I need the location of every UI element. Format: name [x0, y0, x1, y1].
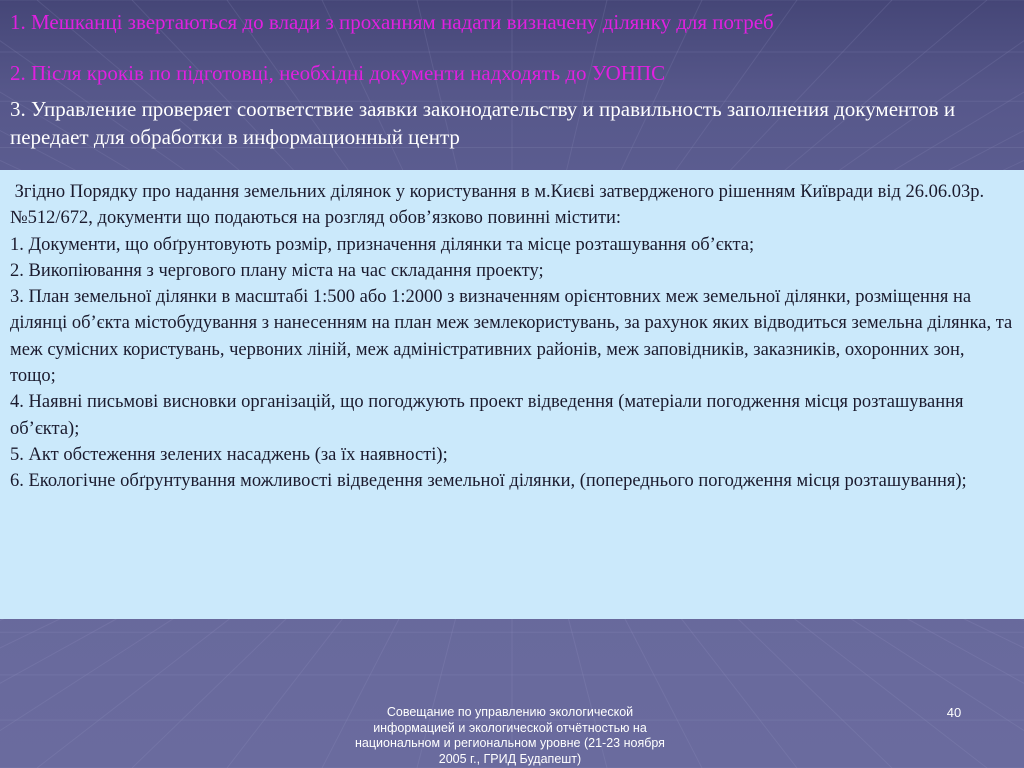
header-line-3: 3. Управление проверяет соответствие заявки законодательству и правильность заполнения документов и передает для обработки в информационный центр [10, 97, 956, 149]
footer-caption: Совещание по управлению экологической информацией и экологической отчётностью на национальном и региональном уровне (21-23 ноября 2005 г., ГРИД Будапешт) [355, 705, 665, 766]
page-number: 40 [946, 705, 962, 720]
requirements-text: Згідно Порядку про надання земельних ділянок у користування в м.Києві затвердженого рішенням Київради від 26.06.03р. №512/672, документи що подаються на розгляд обов’язково повинні містити: 1. Документи, що обґрунтовують розмір, призначення ділянки та місце розташування об’єкта; 2. Викопіювання з чергового плану міста на час складання проекту; 3. План земельної ділянки в масштабі 1:500 або 1:2000 з визначенням орієнтовних меж земельної ділянки, розміщення на ділянці об’єкта містобудування з нанесенням на план меж землекористувань, за рахунок яких відводиться земельна ділянка, та меж сумісних користувань, червоних ліній, меж адміністративних районів, меж заповідників, заказників, охоронних зон, тощо; 4. Наявні письмові висновки організацій, що погоджують проект відведення (матеріали погодження місця розташування об’єкта); 5. Акт обстеження зелених насаджень (за їх наявності); 6. Екологічне обґрунтування можливості відведення земельної ділянки, (попереднього погодження місця розташування); [10, 182, 1013, 492]
header-line-2: 2. Після кроків по підготовці, необхідні документи надходять до УОНПС [10, 61, 666, 85]
content-panel [0, 170, 1024, 619]
header-line-1: 1. Мешканці звертаються до влади з проханням надати визначену ділянку для потреб [10, 10, 774, 34]
